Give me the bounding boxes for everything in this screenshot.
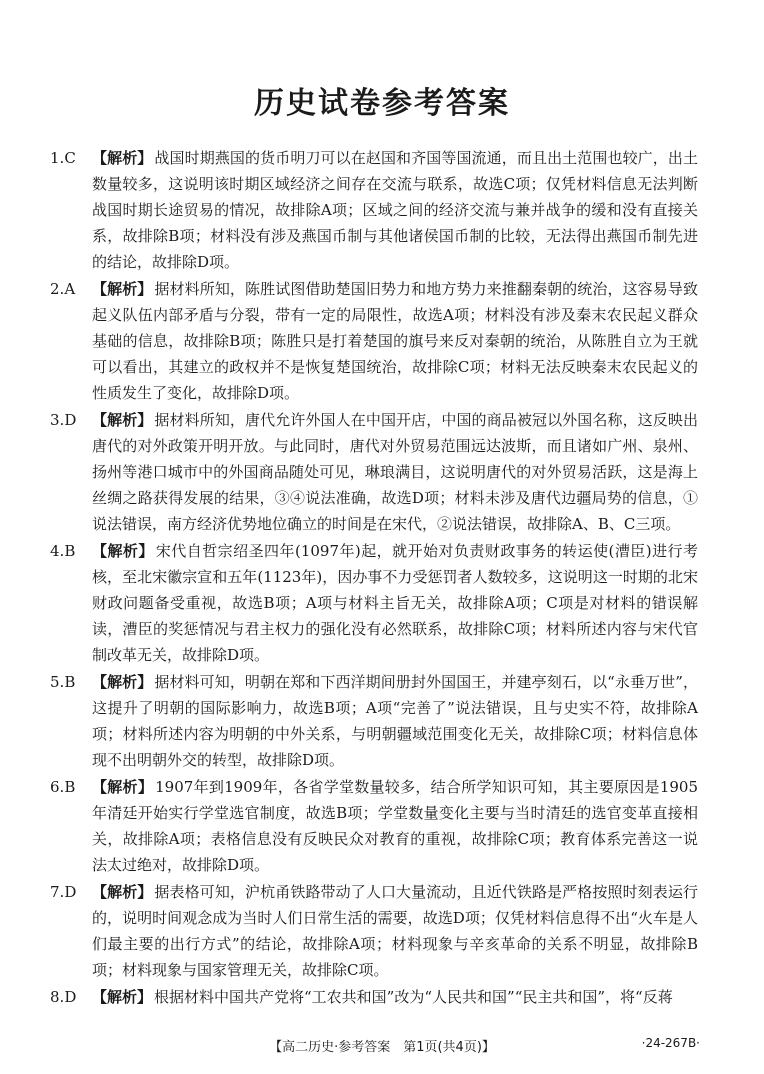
answer-head bbox=[50, 407, 90, 433]
answer-explanation bbox=[92, 538, 698, 668]
answer-letter: D bbox=[64, 988, 77, 1006]
question-number: 5. bbox=[50, 673, 65, 691]
analysis-tag: 【解析】 bbox=[92, 542, 154, 560]
answer-item bbox=[50, 774, 698, 878]
answer-item bbox=[50, 669, 698, 773]
answer-item bbox=[50, 984, 698, 1010]
answer-head bbox=[50, 984, 90, 1010]
answer-item bbox=[50, 538, 698, 668]
answer-letter: B bbox=[64, 778, 76, 796]
answer-letter: D bbox=[64, 883, 77, 901]
answer-explanation bbox=[92, 407, 698, 537]
answer-letter: C bbox=[64, 149, 76, 167]
analysis-text: 战国时期燕国的货币明刀可以在赵国和齐国等国流通，而且出土范围也较广，出土数量较多，这说明该时期区域经济之间存在交流与联系，故选C项；仅凭材料信息无法判断战国时期长途贸易的情况，故排除A项；区域之间的经济交流与兼并战争的缓和没有直接关系，故排除B项；材料没有涉及燕国币制与其他诸侯国币制的比较，无法得出燕国币制先进的结论，故排除D项。 bbox=[92, 149, 698, 271]
answer-head bbox=[50, 276, 90, 302]
answer-letter: B bbox=[64, 673, 76, 691]
answer-item bbox=[50, 879, 698, 983]
answer-head bbox=[50, 145, 90, 171]
footer-code: ·24-267B· bbox=[641, 1036, 700, 1050]
answer-item bbox=[50, 145, 698, 275]
answer-letter: D bbox=[64, 411, 77, 429]
analysis-text: 1907年到1909年，各省学堂数量较多，结合所学知识可知，其主要原因是1905年清廷开始实行学堂选官制度，故选B项；学堂数量变化主要与当时清廷的选官变革直接相关，故排除A项；表格信息没有反映民众对教育的重视，故排除C项；教育体系完善这一说法太过绝对，故排除D项。 bbox=[92, 778, 698, 874]
answer-explanation bbox=[92, 276, 698, 406]
analysis-tag: 【解析】 bbox=[92, 411, 153, 429]
answer-explanation bbox=[92, 774, 698, 878]
analysis-text: 据材料所知，陈胜试图借助楚国旧势力和地方势力来推翻秦朝的统治，这容易导致起义队伍内部矛盾与分裂，带有一定的局限性，故选A项；材料没有涉及秦末农民起义群众基础的信息，故排除B项；陈胜只是打着楚国的旗号来反对秦朝的统治，从陈胜自立为王就可以看出，其建立的政权并不是恢复楚国统治，故排除C项；材料无法反映秦末农民起义的性质发生了变化，故排除D项。 bbox=[92, 280, 698, 402]
question-number: 1. bbox=[50, 149, 65, 167]
analysis-text: 据表格可知，沪杭甬铁路带动了人口大量流动，且近代铁路是严格按照时刻表运行的，说明时间观念成为当时人们日常生活的需要，故选D项；仅凭材料信息得不出“火车是人们最主要的出行方式”的结论，故排除A项；材料现象与辛亥革命的关系不明显，故排除B项；材料现象与国家管理无关，故排除C项。 bbox=[92, 883, 698, 979]
analysis-tag: 【解析】 bbox=[92, 988, 153, 1006]
answer-letter: B bbox=[64, 542, 76, 560]
answer-head bbox=[50, 879, 90, 905]
analysis-text: 宋代自哲宗绍圣四年(1097年)起，就开始对负责财政事务的转运使(漕臣)进行考核，至北宋徽宗宣和五年(1123年)，因办事不力受惩罚者人数较多，这说明这一时期的北宋财政问题备受重视，故选B项；A项与材料主旨无关，故排除A项；C项是对材料的错误解读，漕臣的奖惩情况与君主权力的强化没有必然联系，故排除C项；材料所述内容与宋代官制改革无关，故排除D项。 bbox=[92, 542, 698, 664]
answer-list bbox=[50, 145, 698, 1011]
answer-explanation bbox=[92, 669, 698, 773]
answer-head bbox=[50, 669, 90, 695]
question-number: 8. bbox=[50, 988, 65, 1006]
answer-letter: A bbox=[64, 280, 76, 298]
footer-page-info: 【高二历史·参考答案 第1页(共4页)】 bbox=[269, 1040, 495, 1055]
question-number: 7. bbox=[50, 883, 65, 901]
question-number: 6. bbox=[50, 778, 65, 796]
analysis-text: 据材料可知，明朝在郑和下西洋期间册封外国国王，并建亭刻石，以“永垂万世”，这提升了明朝的国际影响力，故选B项；A项“完善了”说法错误，且与史实不符，故排除A项；材料所述内容为明朝的中外关系，与明朝疆域范围变化无关，故排除C项；材料信息体现不出明朝外交的转型，故排除D项。 bbox=[92, 673, 698, 769]
answer-head bbox=[50, 538, 90, 564]
answer-explanation bbox=[92, 984, 698, 1010]
question-number: 4. bbox=[50, 542, 65, 560]
page-title: 历史试卷参考答案 bbox=[254, 86, 510, 121]
answer-item bbox=[50, 407, 698, 537]
answer-head bbox=[50, 774, 90, 800]
answer-explanation bbox=[92, 145, 698, 275]
analysis-text: 根据材料中国共产党将“工农共和国”改为“人民共和国”“民主共和国”，将“反蒋 bbox=[154, 988, 673, 1006]
analysis-tag: 【解析】 bbox=[92, 883, 153, 901]
analysis-tag: 【解析】 bbox=[92, 280, 153, 298]
question-number: 3. bbox=[50, 411, 65, 429]
answer-item bbox=[50, 276, 698, 406]
analysis-tag: 【解析】 bbox=[92, 673, 153, 691]
question-number: 2. bbox=[50, 280, 65, 298]
answer-explanation bbox=[92, 879, 698, 983]
analysis-tag: 【解析】 bbox=[92, 778, 154, 796]
analysis-tag: 【解析】 bbox=[92, 149, 153, 167]
analysis-text: 据材料所知，唐代允许外国人在中国开店，中国的商品被冠以外国名称，这反映出唐代的对外政策开明开放。与此同时，唐代对外贸易范围远达波斯，而且诸如广州、泉州、扬州等港口城市中的外国商品随处可见，琳琅满目，这说明唐代的对外贸易活跃，这是海上丝绸之路获得发展的结果，③④说法准确，故选D项；材料未涉及唐代边疆局势的信息，①说法错误，南方经济优势地位确立的时间是在宋代，②说法错误，故排除A、B、C三项。 bbox=[92, 411, 698, 533]
